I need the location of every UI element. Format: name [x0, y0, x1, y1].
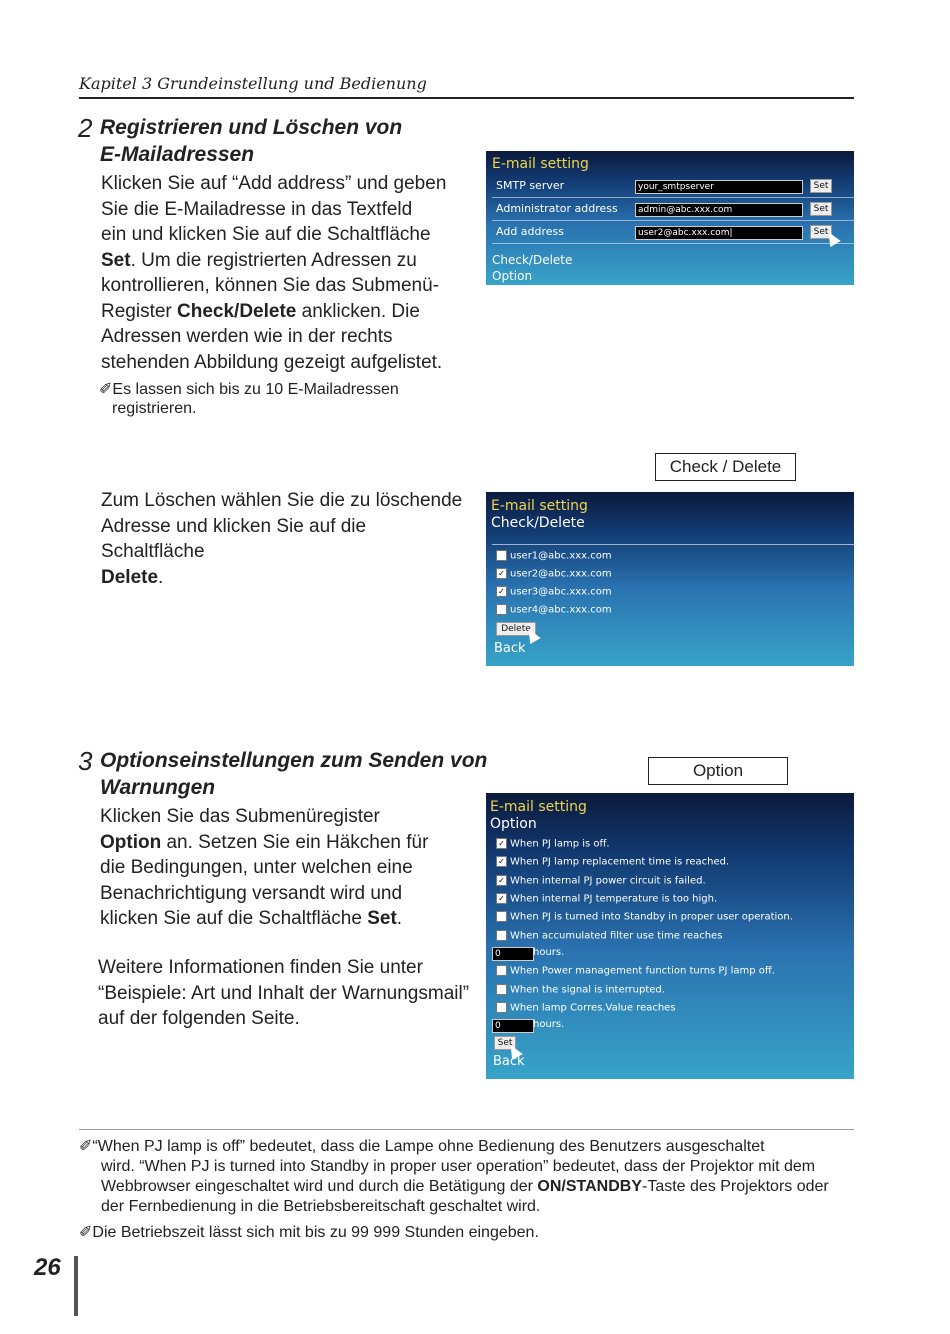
hours-unit: hours.	[533, 947, 565, 958]
option-panel	[486, 793, 854, 1079]
back-link[interactable]: Back	[493, 1054, 525, 1069]
footnote-divider	[79, 1129, 854, 1130]
section-2-title-line1: Registrieren und Löschen von	[100, 116, 403, 139]
row-label: Add address	[496, 225, 565, 238]
checkbox-checked-icon[interactable]: ✓	[496, 586, 507, 597]
option-label: Option	[648, 757, 788, 785]
body-line	[100, 906, 470, 932]
delete-instructions	[101, 488, 471, 590]
checkbox-checked-icon[interactable]: ✓	[496, 838, 507, 849]
body-line: ein und klicken Sie auf die Schaltfläche	[101, 224, 431, 245]
footnote-line	[79, 1177, 859, 1197]
body-line	[101, 299, 471, 325]
email-entry[interactable]	[496, 550, 612, 563]
section-2-note	[99, 380, 469, 418]
option-text: When internal PJ temperature is too high.	[510, 893, 718, 905]
check-delete-panel	[486, 492, 854, 666]
checkbox-checked-icon[interactable]: ✓	[496, 875, 507, 886]
body-line: “Beispiele: Art und Inhalt der Warnungsmail”	[98, 982, 470, 1004]
bold-set: Set	[101, 249, 131, 271]
check-delete-link[interactable]: Check/Delete	[492, 253, 573, 267]
body-line: Benachrichtigung versandt wird und	[100, 882, 403, 904]
row-label: SMTP server	[496, 179, 565, 192]
checkbox-icon[interactable]	[496, 604, 507, 615]
hours-unit: hours.	[533, 1019, 565, 1030]
lamp-hours-field[interactable]: 0	[492, 1019, 534, 1033]
checkbox-icon[interactable]	[496, 965, 507, 976]
email-text: user3@abc.xxx.com	[510, 586, 612, 598]
body-line: Klicken Sie auf “Add address” und geben	[101, 173, 447, 194]
option-text: When PJ lamp replacement time is reached.	[510, 856, 730, 868]
option-text: When the signal is interrupted.	[510, 984, 665, 996]
set-button[interactable]: Set	[494, 1036, 516, 1050]
page-number-bar	[74, 1256, 78, 1316]
option-item[interactable]	[496, 838, 610, 851]
add-address-row	[492, 221, 854, 244]
divider	[492, 544, 854, 545]
panel-subtitle: Option	[490, 816, 537, 832]
section-2-title-line2: E-Mailadressen	[100, 143, 255, 166]
body-line: kontrollieren, können Sie das Submenü-	[101, 275, 439, 296]
email-entry[interactable]	[496, 568, 612, 581]
panel-title: E-mail setting	[491, 498, 588, 514]
section-3-title-line1: Optionseinstellungen zum Senden von	[100, 749, 488, 772]
body-text-span: anklicken. Die	[296, 300, 420, 322]
section-3-number: 3	[78, 746, 93, 776]
checkbox-checked-icon[interactable]: ✓	[496, 893, 507, 904]
bold-option: Option	[100, 831, 162, 853]
checkbox-icon[interactable]	[496, 984, 507, 995]
panel-subtitle: Check/Delete	[491, 515, 585, 531]
body-line: die Bedingungen, unter welchen eine	[100, 857, 413, 878]
body-text-span: Register	[101, 300, 178, 322]
body-line	[101, 565, 471, 591]
body-line: Sie die E-Mailadresse in das Textfeld	[101, 198, 413, 220]
back-link[interactable]: Back	[494, 641, 526, 656]
email-setting-panel	[486, 151, 854, 285]
option-item[interactable]	[496, 930, 722, 943]
body-line	[100, 830, 470, 856]
note-line: registrieren.	[112, 400, 197, 417]
smtp-set-button[interactable]: Set	[810, 179, 832, 193]
email-entry[interactable]	[496, 604, 612, 617]
section-3-title	[100, 747, 487, 801]
body-line: stehenden Abbildung gezeigt aufgelistet.	[101, 351, 443, 373]
option-item[interactable]	[496, 875, 706, 888]
bold-set: Set	[367, 908, 397, 929]
option-text: When PJ lamp is off.	[510, 838, 610, 850]
option-item[interactable]	[496, 1002, 676, 1015]
option-text: When PJ is turned into Standby in proper user operation.	[510, 911, 793, 923]
bold-delete: Delete	[101, 566, 159, 588]
body-line: Zum Löschen wählen Sie die zu löschende	[101, 490, 463, 511]
checkbox-checked-icon[interactable]: ✓	[496, 568, 507, 579]
admin-set-button[interactable]: Set	[810, 202, 832, 216]
checkbox-icon[interactable]	[496, 930, 507, 941]
body-text-span: klicken Sie auf die Schaltfläche	[100, 908, 368, 929]
body-line: Adressen werden wie in der rechts	[101, 326, 393, 347]
filter-hours-field[interactable]: 0	[492, 947, 534, 961]
checkbox-icon[interactable]	[496, 550, 507, 561]
smtp-server-row	[492, 175, 854, 198]
admin-address-row	[492, 198, 854, 221]
footnote-line: Die Betriebszeit lässt sich mit bis zu 99 999 Stunden eingeben.	[92, 1224, 539, 1241]
footnote-line: wird. “When PJ is turned into Standby in proper user operation” bedeutet, dass der Projektor mit dem	[101, 1158, 816, 1175]
body-text-span: an. Setzen Sie ein Häkchen für	[161, 831, 429, 853]
panel-title: E-mail setting	[492, 156, 589, 172]
add-set-button[interactable]: Set	[810, 225, 832, 239]
body-line: Adresse und klicken Sie auf die Schaltfläche	[101, 515, 367, 562]
checkbox-icon[interactable]	[496, 1002, 507, 1013]
footnote-2	[79, 1223, 854, 1242]
body-line: Weitere Informationen finden Sie unter	[98, 957, 423, 978]
footnote-1	[79, 1137, 859, 1217]
body-text-span: .	[158, 566, 164, 588]
checkbox-checked-icon[interactable]: ✓	[496, 856, 507, 867]
email-text: user1@abc.xxx.com	[510, 550, 612, 562]
footnote-line: “When PJ lamp is off” bedeutet, dass die Lampe ohne Bedienung des Benutzers ausgeschaltet	[92, 1138, 765, 1155]
section-2-title	[100, 114, 402, 168]
section-3-title-line2: Warnungen	[100, 776, 216, 799]
option-link[interactable]: Option	[492, 269, 533, 283]
delete-button[interactable]: Delete	[496, 622, 536, 636]
body-line	[101, 248, 471, 274]
section-3-more	[98, 955, 473, 1032]
option-item[interactable]	[496, 856, 729, 869]
admin-address-field[interactable]: admin@abc.xxx.com	[635, 203, 803, 217]
option-text: When internal PJ power circuit is failed.	[510, 875, 706, 887]
option-item[interactable]	[496, 984, 665, 997]
panel-title: E-mail setting	[490, 799, 587, 815]
section-3-body	[100, 804, 470, 932]
bold-on-standby: ON/STANDBY	[537, 1178, 642, 1195]
pencil-note-icon: ✐	[79, 1224, 93, 1241]
body-text-span: . Um die registrierten Adressen zu	[130, 249, 417, 271]
option-text: When accumulated filter use time reaches	[510, 930, 723, 942]
row-label: Administrator address	[496, 202, 618, 215]
email-text: user2@abc.xxx.com	[510, 568, 612, 580]
bold-check-delete: Check/Delete	[177, 300, 297, 322]
footnote-span: -Taste des Projektors oder	[642, 1178, 829, 1195]
option-item[interactable]	[496, 911, 793, 924]
body-line: Klicken Sie das Submenüregister	[100, 806, 380, 827]
footnote-span: Webbrowser eingeschaltet wird und durch die Betätigung der	[101, 1178, 538, 1195]
option-item[interactable]	[496, 965, 775, 978]
option-item[interactable]	[496, 893, 717, 906]
option-text: When lamp Corres.Value reaches	[510, 1002, 676, 1014]
pencil-note-icon: ✐	[99, 381, 113, 398]
note-line: Es lassen sich bis zu 10 E-Mailadressen	[112, 381, 399, 398]
smtp-server-field[interactable]: your_smtpserver	[635, 180, 803, 194]
body-text-span: .	[396, 908, 403, 929]
page-number: 26	[34, 1254, 61, 1281]
email-text: user4@abc.xxx.com	[510, 604, 612, 616]
section-2-body	[101, 171, 471, 375]
checkbox-icon[interactable]	[496, 911, 507, 922]
pencil-note-icon: ✐	[79, 1138, 93, 1155]
chapter-header: Kapitel 3 Grundeinstellung und Bedienung	[79, 74, 854, 99]
email-entry[interactable]	[496, 586, 612, 599]
section-2-number: 2	[78, 113, 93, 143]
option-text: When Power management function turns PJ lamp off.	[510, 965, 775, 977]
add-address-field[interactable]: user2@abc.xxx.com|	[635, 226, 803, 240]
body-line: auf der folgenden Seite.	[98, 1008, 300, 1029]
check-delete-label: Check / Delete	[655, 453, 796, 481]
footnote-line: der Fernbedienung in die Betriebsbereitschaft geschaltet wird.	[101, 1198, 541, 1215]
